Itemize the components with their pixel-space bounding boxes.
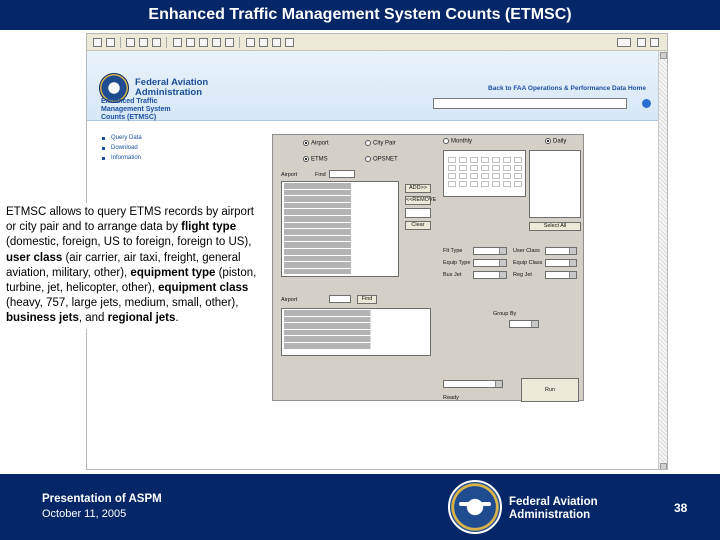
toolbar-separator [166,37,167,48]
selected-airports-box[interactable] [405,208,431,218]
radio-etms[interactable]: ETMS [303,156,328,163]
stop-icon[interactable] [126,38,135,47]
footer-org-name: Federal Aviation Administration [509,496,598,521]
footer-presentation-title: Presentation of ASPM [42,493,162,505]
group-by-select[interactable] [509,320,539,328]
date-calendar[interactable] [443,150,526,197]
selected-dates-box[interactable] [529,150,581,218]
query-form-panel [272,134,584,401]
slide-title: Enhanced Traffic Management System Counts (ETMSC) [0,0,720,30]
toolbar-separator [239,37,240,48]
user-class-label: User Class [513,248,540,254]
scroll-down-icon[interactable] [660,463,667,470]
airport-label: Airport [281,172,298,178]
nav-download[interactable]: Download [101,143,142,153]
equip-class-label: Equip Class [513,260,543,266]
group-by-label: Group By [493,311,517,317]
nav-information[interactable]: Information [101,153,142,163]
print-icon[interactable] [225,38,234,47]
airport-listbox[interactable] [281,181,399,277]
edit-icon[interactable] [246,38,255,47]
bus-jet-select[interactable] [473,271,507,279]
reg-jet-label: Reg Jet [513,272,532,278]
run-button[interactable]: Run [521,378,579,402]
tools-icon[interactable] [285,38,294,47]
clear-button[interactable]: Clear [405,221,431,230]
window-minimize-icon[interactable] [637,38,646,47]
equip-type-label: Equip Type [443,260,471,266]
slide-description: ETMSC allows to query ETMS records by airport or city pair and to arrange data by flight type (domestic, foreign, US to foreign, foreign to US), user class (air carrier, air taxi, freight, general aviation, military, other), equipment type (piston, turbine, jet, helicopter, other), equipment class (heavy, 757, large jets, medium, small, other), business jets, and regional jets. [6,203,260,329]
back-to-home-link[interactable]: Back to FAA Operations & Performance Data Home [488,85,646,92]
equip-type-select[interactable] [473,259,507,267]
remove-button[interactable]: <<REMOVE [406,197,437,203]
airport-find-input[interactable] [329,170,355,178]
refresh-icon[interactable] [139,38,148,47]
find-button[interactable]: Find [357,295,377,304]
mail-icon[interactable] [212,38,221,47]
output-select[interactable] [443,380,503,388]
etmsc-app-title: Enhanced Traffic Management System Counts (ETMSC) [101,98,171,121]
back-icon[interactable] [93,38,102,47]
radio-daily[interactable]: Daily [545,138,566,145]
search-icon[interactable] [173,38,182,47]
scroll-up-icon[interactable] [660,52,667,59]
home-icon[interactable] [152,38,161,47]
links-icon[interactable] [617,38,631,47]
browser-scrollbar[interactable] [658,51,667,470]
radio-city-pair[interactable]: City Pair [365,140,396,147]
equip-class-select[interactable] [545,259,577,267]
airport-label-2: Airport [281,297,298,303]
window-close-icon[interactable] [650,38,659,47]
page-number: 38 [674,501,688,515]
airport-listbox-2[interactable] [281,308,431,356]
add-button[interactable]: ADD>> [405,184,431,193]
flt-type-label: Flt Type [443,248,463,254]
nav-query-data[interactable]: Query Data [101,133,142,143]
find-label: Find [315,172,326,178]
ready-status: Ready [443,395,459,401]
airport-find-input-2[interactable] [329,295,351,303]
radio-opsnet[interactable]: OPSNET [365,156,398,163]
select-all-button[interactable]: Select All [529,222,581,231]
faa-seal-wings-icon [459,502,491,506]
footer-date: October 11, 2005 [42,508,127,520]
favorites-icon[interactable] [186,38,195,47]
radio-monthly[interactable]: Monthly [443,138,472,145]
discuss-icon[interactable] [259,38,268,47]
history-icon[interactable] [199,38,208,47]
slide-footer [0,474,720,540]
go-button[interactable] [642,99,651,108]
site-nav [101,133,142,163]
bus-jet-label: Bus Jet [443,272,462,278]
messenger-icon[interactable] [272,38,281,47]
user-class-select[interactable] [545,247,577,255]
faa-seal-icon [448,480,502,534]
radio-airport[interactable]: Airport [303,140,329,147]
reg-jet-select[interactable] [545,271,577,279]
flt-type-select[interactable] [473,247,507,255]
browser-toolbar [87,34,668,51]
application-select-dropdown[interactable] [433,98,627,109]
forward-icon[interactable] [106,38,115,47]
toolbar-separator [120,37,121,48]
faa-site-name: Federal Aviation Administration [135,77,209,98]
